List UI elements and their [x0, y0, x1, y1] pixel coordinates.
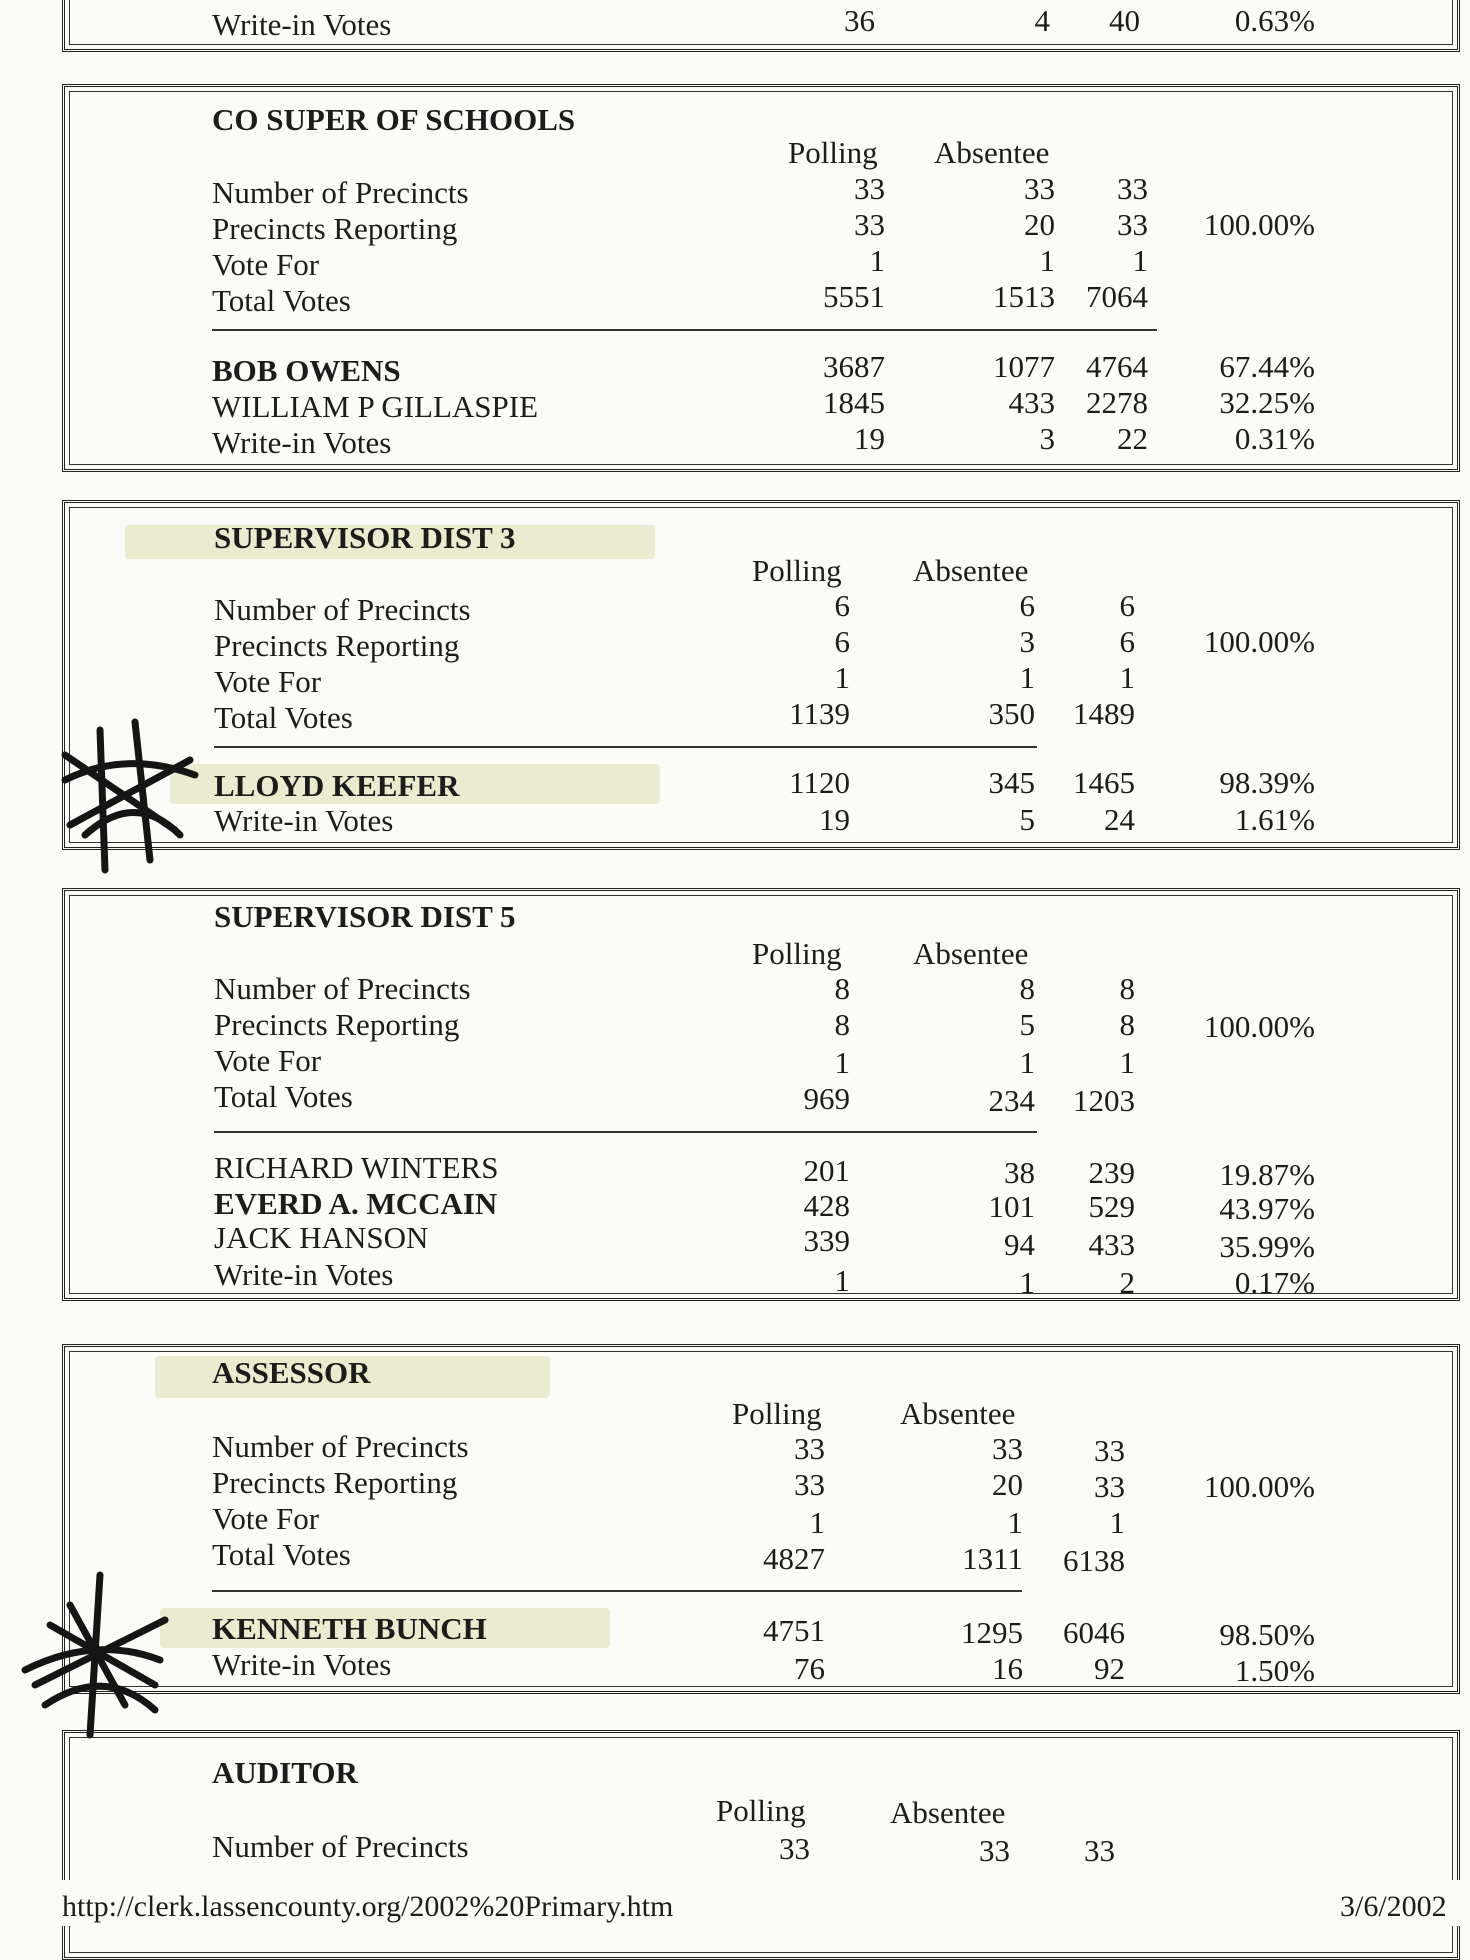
top-writein-total: 40	[1109, 3, 1140, 38]
candidate-pct: 98.39%	[1219, 765, 1315, 800]
stat-absentee: 1311	[962, 1541, 1023, 1576]
stat-label: Number of Precincts	[212, 175, 469, 210]
stat-total: 33	[1117, 207, 1148, 242]
top-writein-label: Write-in Votes	[212, 7, 392, 42]
candidate-pct: 35.99%	[1219, 1229, 1315, 1264]
stat-total: 8	[1119, 1007, 1135, 1042]
stat-total: 33	[1084, 1833, 1115, 1868]
stat-label: Precincts Reporting	[214, 628, 460, 663]
candidate-absentee: 1295	[961, 1615, 1023, 1650]
stat-polling: 6	[834, 588, 850, 623]
section-title: CO SUPER OF SCHOOLS	[212, 102, 576, 137]
candidate-pct: 32.25%	[1219, 385, 1315, 420]
candidate-polling: 1	[834, 1263, 850, 1298]
candidate-name: RICHARD WINTERS	[214, 1150, 499, 1185]
top-writein-pct: 0.63%	[1234, 3, 1315, 38]
stat-label: Precincts Reporting	[214, 1007, 460, 1042]
stat-pct: 100.00%	[1203, 1469, 1315, 1504]
candidate-total: 6046	[1063, 1615, 1125, 1650]
candidate-total: 2278	[1086, 385, 1148, 420]
stat-total: 1203	[1073, 1083, 1135, 1118]
col-header-absentee: Absentee	[900, 1396, 1016, 1431]
stat-total: 33	[1117, 171, 1148, 206]
stat-total: 8	[1119, 971, 1135, 1006]
section-title: AUDITOR	[212, 1755, 358, 1790]
stat-polling: 1	[869, 243, 885, 278]
handwritten-x-mark	[55, 710, 205, 880]
candidate-total: 2	[1119, 1265, 1135, 1300]
candidate-polling: 1120	[789, 765, 850, 800]
candidate-pct: 98.50%	[1219, 1617, 1315, 1652]
stat-label: Total Votes	[212, 283, 351, 318]
stat-total: 1	[1132, 243, 1148, 278]
stat-absentee: 6	[1019, 588, 1035, 623]
stat-absentee: 350	[988, 696, 1035, 731]
stat-pct: 100.00%	[1203, 207, 1315, 242]
stat-polling: 5551	[823, 279, 885, 314]
stat-polling: 1	[809, 1505, 825, 1540]
stat-absentee: 3	[1019, 624, 1035, 659]
stat-total: 7064	[1086, 279, 1148, 314]
col-header-absentee: Absentee	[934, 135, 1050, 170]
candidate-name: Write-in Votes	[212, 1647, 392, 1682]
handwritten-x-mark	[15, 1565, 175, 1740]
candidate-total: 1465	[1073, 765, 1135, 800]
stat-total: 6138	[1063, 1543, 1125, 1578]
col-header-polling: Polling	[752, 936, 842, 971]
candidate-name: KENNETH BUNCH	[212, 1611, 487, 1646]
candidate-absentee: 3	[1039, 421, 1055, 456]
top-writein-polling: 36	[844, 3, 875, 38]
stat-label: Precincts Reporting	[212, 211, 458, 246]
candidate-pct: 19.87%	[1219, 1157, 1315, 1192]
candidate-absentee: 94	[1004, 1227, 1035, 1262]
candidate-pct: 0.17%	[1234, 1265, 1315, 1300]
stat-absentee: 20	[992, 1467, 1023, 1502]
candidate-absentee: 5	[1019, 802, 1035, 837]
stat-label: Vote For	[212, 247, 320, 282]
candidate-total: 529	[1088, 1189, 1135, 1224]
candidate-absentee: 38	[1004, 1155, 1035, 1190]
stat-label: Number of Precincts	[212, 1429, 469, 1464]
stat-absentee: 20	[1024, 207, 1055, 242]
section-title: SUPERVISOR DIST 3	[214, 520, 516, 555]
section-divider	[212, 1590, 1022, 1592]
stat-polling: 6	[834, 624, 850, 659]
candidate-total: 4764	[1086, 349, 1148, 384]
stat-label: Vote For	[214, 1043, 322, 1078]
stat-label: Total Votes	[214, 1079, 353, 1114]
candidate-name: Write-in Votes	[212, 425, 392, 460]
candidate-absentee: 433	[1008, 385, 1055, 420]
candidate-absentee: 101	[988, 1189, 1035, 1224]
stat-absentee: 33	[979, 1833, 1010, 1868]
stat-polling: 8	[834, 1007, 850, 1042]
stat-polling: 33	[794, 1431, 825, 1466]
candidate-polling: 4751	[763, 1613, 825, 1648]
stat-absentee: 1	[1019, 660, 1035, 695]
stat-absentee: 1	[1039, 243, 1055, 278]
stat-total: 33	[1094, 1469, 1125, 1504]
section-divider	[212, 329, 1157, 331]
candidate-absentee: 1	[1019, 1265, 1035, 1300]
candidate-total: 239	[1088, 1155, 1135, 1190]
stat-absentee: 33	[992, 1431, 1023, 1466]
candidate-name: Write-in Votes	[214, 803, 394, 838]
col-header-polling: Polling	[732, 1396, 822, 1431]
stat-absentee: 33	[1024, 171, 1055, 206]
col-header-polling: Polling	[752, 553, 842, 588]
stat-label: Vote For	[214, 664, 322, 699]
stat-total: 1489	[1073, 696, 1135, 731]
col-header-absentee: Absentee	[890, 1795, 1006, 1830]
stat-pct: 100.00%	[1203, 624, 1315, 659]
candidate-total: 433	[1088, 1227, 1135, 1262]
stat-label: Total Votes	[212, 1537, 351, 1572]
candidate-polling: 339	[803, 1223, 850, 1258]
stat-polling: 1	[834, 660, 850, 695]
stat-polling: 33	[854, 207, 885, 242]
stat-polling: 33	[779, 1831, 810, 1866]
stat-absentee: 234	[988, 1083, 1035, 1118]
stat-label: Number of Precincts	[214, 592, 471, 627]
stat-pct: 100.00%	[1203, 1009, 1315, 1044]
candidate-total: 92	[1094, 1651, 1125, 1686]
stat-polling: 33	[854, 171, 885, 206]
footer-date: 3/6/2002	[1340, 1890, 1447, 1923]
stat-absentee: 1	[1019, 1045, 1035, 1080]
candidate-polling: 201	[803, 1153, 850, 1188]
candidate-total: 24	[1104, 802, 1135, 837]
stat-total: 6	[1119, 624, 1135, 659]
col-header-absentee: Absentee	[913, 553, 1029, 588]
section-title: ASSESSOR	[212, 1355, 371, 1390]
candidate-name: BOB OWENS	[212, 353, 401, 388]
stat-total: 33	[1094, 1433, 1125, 1468]
stat-total: 1	[1119, 1045, 1135, 1080]
candidate-polling: 76	[794, 1651, 825, 1686]
stat-absentee: 8	[1019, 971, 1035, 1006]
candidate-name: Write-in Votes	[214, 1257, 394, 1292]
candidate-pct: 1.61%	[1234, 802, 1315, 837]
col-header-absentee: Absentee	[913, 936, 1029, 971]
top-writein-absentee: 4	[1034, 3, 1050, 38]
stat-polling: 969	[803, 1081, 850, 1116]
stat-absentee: 5	[1019, 1007, 1035, 1042]
stat-polling: 33	[794, 1467, 825, 1502]
stat-label: Number of Precincts	[214, 971, 471, 1006]
stat-polling: 4827	[763, 1541, 825, 1576]
candidate-absentee: 16	[992, 1651, 1023, 1686]
candidate-polling: 1845	[823, 385, 885, 420]
candidate-polling: 19	[819, 802, 850, 837]
candidate-total: 22	[1117, 421, 1148, 456]
stat-polling: 8	[834, 971, 850, 1006]
stat-total: 1	[1109, 1505, 1125, 1540]
col-header-polling: Polling	[788, 135, 878, 170]
candidate-polling: 19	[854, 421, 885, 456]
candidate-name: JACK HANSON	[214, 1220, 429, 1255]
candidate-pct: 67.44%	[1219, 349, 1315, 384]
candidate-name: LLOYD KEEFER	[214, 768, 460, 803]
candidate-pct: 1.50%	[1234, 1653, 1315, 1688]
candidate-name: WILLIAM P GILLASPIE	[212, 389, 539, 424]
candidate-polling: 428	[803, 1188, 850, 1223]
candidate-name: EVERD A. MCCAIN	[214, 1186, 498, 1221]
stat-total: 6	[1119, 588, 1135, 623]
stat-label: Vote For	[212, 1501, 320, 1536]
candidate-absentee: 1077	[993, 349, 1055, 384]
candidate-absentee: 345	[988, 765, 1035, 800]
stat-label: Total Votes	[214, 700, 353, 735]
stat-label: Precincts Reporting	[212, 1465, 458, 1500]
stat-polling: 1	[834, 1045, 850, 1080]
section-divider	[214, 1131, 1037, 1133]
stat-absentee: 1	[1007, 1505, 1023, 1540]
section-divider	[214, 746, 1037, 748]
stat-polling: 1139	[789, 696, 850, 731]
col-header-polling: Polling	[716, 1793, 806, 1828]
candidate-pct: 0.31%	[1234, 421, 1315, 456]
stat-total: 1	[1119, 660, 1135, 695]
candidate-pct: 43.97%	[1219, 1191, 1315, 1226]
stat-label: Number of Precincts	[212, 1829, 469, 1864]
candidate-polling: 3687	[823, 349, 885, 384]
section-title: SUPERVISOR DIST 5	[214, 899, 516, 934]
stat-absentee: 1513	[993, 279, 1055, 314]
footer-url: http://clerk.lassencounty.org/2002%20Primary.htm	[62, 1890, 674, 1923]
